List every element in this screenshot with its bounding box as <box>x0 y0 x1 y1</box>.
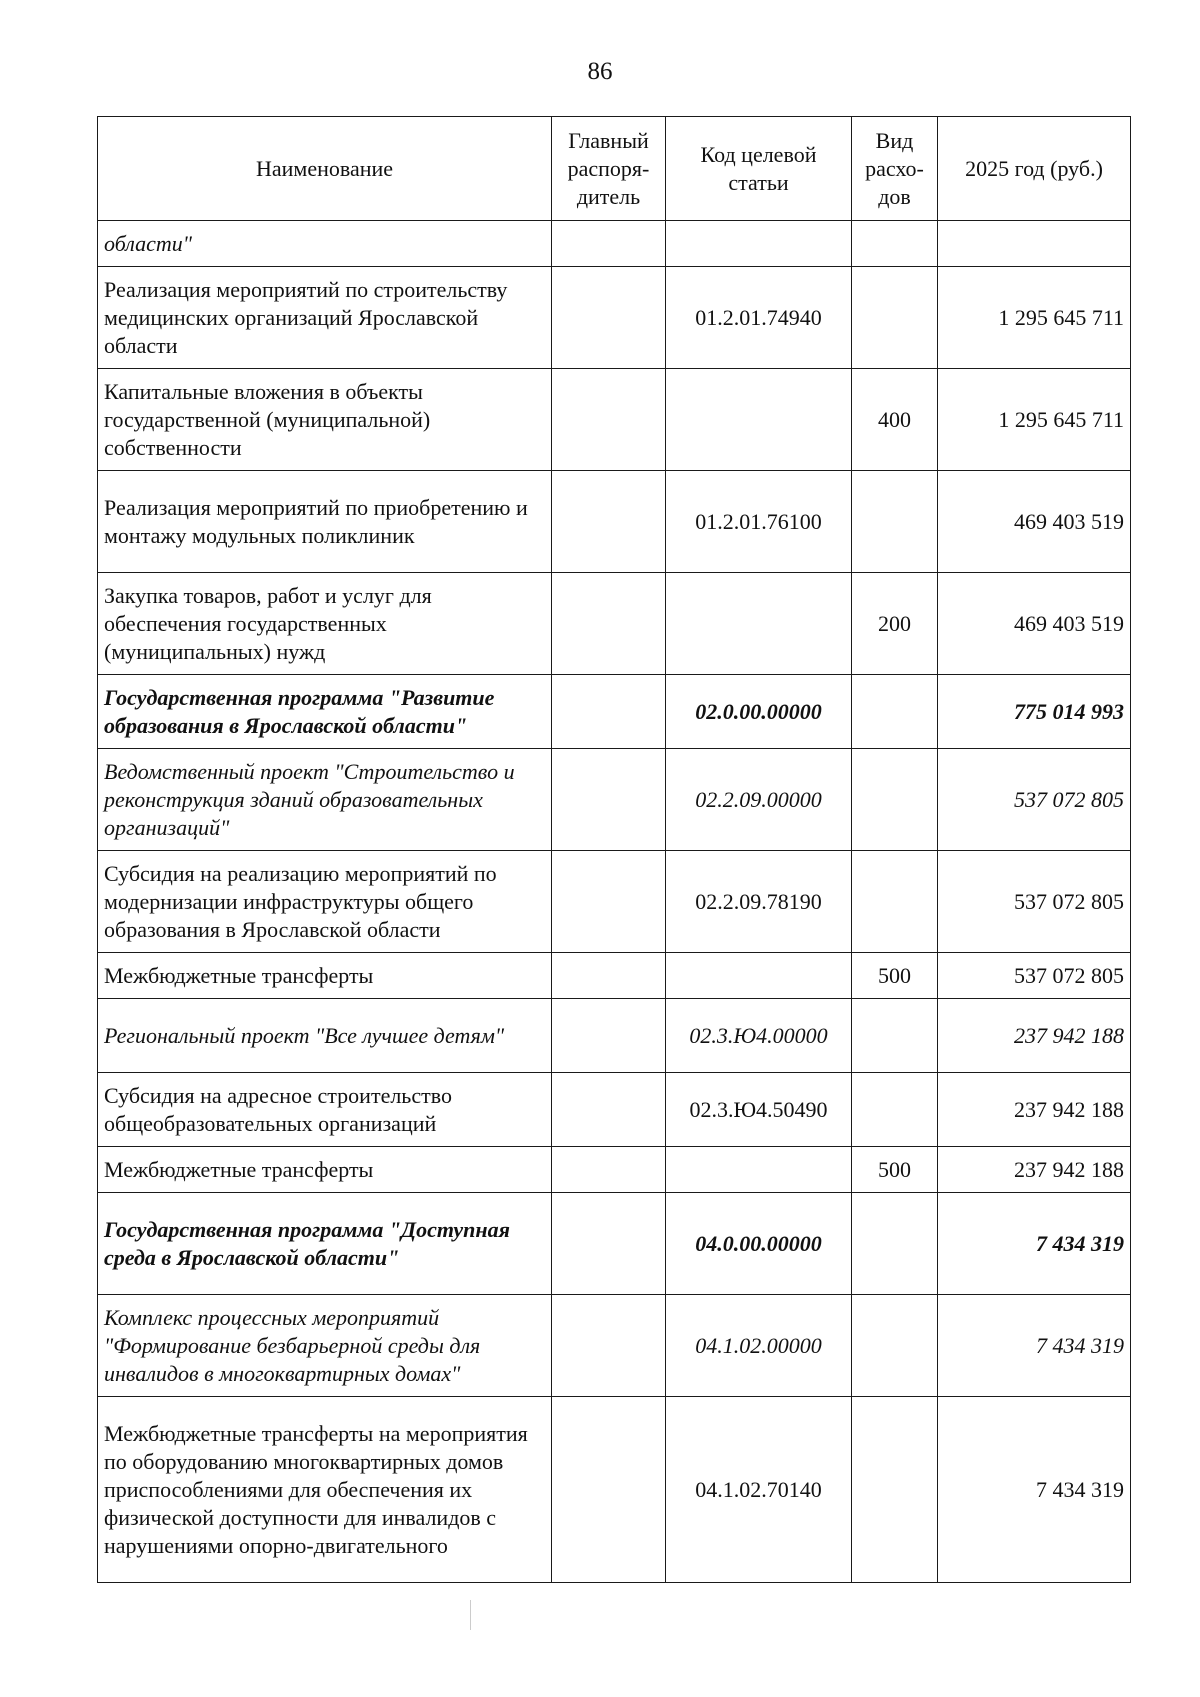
table-row <box>98 573 1131 675</box>
table-row <box>98 1147 1131 1193</box>
name-cell: Межбюджетные трансферты <box>98 953 552 999</box>
name-cell: Реализация мероприятий по приобретению и монтажу модульных поликлиник <box>98 471 552 573</box>
code-cell: 04.1.02.00000 <box>666 1295 852 1397</box>
budget-table <box>97 116 1131 1583</box>
code-cell: 04.1.02.70140 <box>666 1397 852 1583</box>
admin-cell <box>552 953 666 999</box>
code-cell: 01.2.01.76100 <box>666 471 852 573</box>
name-cell: Комплекс процессных мероприятий "Формирование безбарьерной среды для инвалидов в многоквартирных домах" <box>98 1295 552 1397</box>
name-cell: Капитальные вложения в объекты государственной (муниципальной) собственности <box>98 369 552 471</box>
sum-cell: 469 403 519 <box>938 471 1131 573</box>
code-cell: 02.3.Ю4.00000 <box>666 999 852 1073</box>
scan-mark <box>470 1600 471 1630</box>
table-row <box>98 1295 1131 1397</box>
admin-cell <box>552 1193 666 1295</box>
table-row <box>98 749 1131 851</box>
code-cell <box>666 573 852 675</box>
admin-cell <box>552 471 666 573</box>
code-cell <box>666 369 852 471</box>
code-cell: 02.2.09.78190 <box>666 851 852 953</box>
type-cell <box>852 1193 938 1295</box>
header-type: Вид расхо-дов <box>852 117 938 221</box>
table-row <box>98 471 1131 573</box>
name-cell: Реализация мероприятий по строительству медицинских организаций Ярославской области <box>98 267 552 369</box>
table-row <box>98 953 1131 999</box>
sum-cell: 1 295 645 711 <box>938 369 1131 471</box>
type-cell <box>852 999 938 1073</box>
code-cell: 02.2.09.00000 <box>666 749 852 851</box>
admin-cell <box>552 1147 666 1193</box>
sum-cell: 1 295 645 711 <box>938 267 1131 369</box>
name-cell: области" <box>98 221 552 267</box>
type-cell <box>852 267 938 369</box>
code-cell <box>666 1147 852 1193</box>
table-row <box>98 1397 1131 1583</box>
sum-cell <box>938 221 1131 267</box>
type-cell <box>852 749 938 851</box>
admin-cell <box>552 369 666 471</box>
sum-cell: 775 014 993 <box>938 675 1131 749</box>
admin-cell <box>552 851 666 953</box>
admin-cell <box>552 573 666 675</box>
sum-cell: 537 072 805 <box>938 953 1131 999</box>
name-cell: Субсидия на реализацию мероприятий по модернизации инфраструктуры общего образования в Ярославской области <box>98 851 552 953</box>
type-cell <box>852 1073 938 1147</box>
sum-cell: 237 942 188 <box>938 999 1131 1073</box>
table-row <box>98 1073 1131 1147</box>
header-code: Код целевой статьи <box>666 117 852 221</box>
name-cell: Государственная программа "Развитие образования в Ярославской области" <box>98 675 552 749</box>
admin-cell <box>552 1295 666 1397</box>
type-cell: 500 <box>852 953 938 999</box>
type-cell <box>852 675 938 749</box>
name-cell: Субсидия на адресное строительство общеобразовательных организаций <box>98 1073 552 1147</box>
sum-cell: 469 403 519 <box>938 573 1131 675</box>
name-cell: Ведомственный проект "Строительство и реконструкция зданий образовательных организаций" <box>98 749 552 851</box>
code-cell: 01.2.01.74940 <box>666 267 852 369</box>
admin-cell <box>552 221 666 267</box>
sum-cell: 537 072 805 <box>938 851 1131 953</box>
type-cell <box>852 221 938 267</box>
table-header-row <box>98 117 1131 221</box>
type-cell <box>852 1397 938 1583</box>
name-cell: Межбюджетные трансферты на мероприятия по оборудованию многоквартирных домов приспособлениями для обеспечения их физической доступности для инвалидов с нарушениями опорно-двигательного <box>98 1397 552 1583</box>
name-cell: Государственная программа "Доступная среда в Ярославской области" <box>98 1193 552 1295</box>
sum-cell: 237 942 188 <box>938 1073 1131 1147</box>
code-cell <box>666 221 852 267</box>
type-cell: 500 <box>852 1147 938 1193</box>
admin-cell <box>552 675 666 749</box>
table-row <box>98 221 1131 267</box>
sum-cell: 7 434 319 <box>938 1295 1131 1397</box>
admin-cell <box>552 1397 666 1583</box>
code-cell: 02.3.Ю4.50490 <box>666 1073 852 1147</box>
admin-cell <box>552 1073 666 1147</box>
header-name: Наименование <box>98 117 552 221</box>
header-admin: Главный распоря-дитель <box>552 117 666 221</box>
type-cell: 400 <box>852 369 938 471</box>
table-row <box>98 369 1131 471</box>
type-cell <box>852 851 938 953</box>
code-cell: 02.0.00.00000 <box>666 675 852 749</box>
code-cell: 04.0.00.00000 <box>666 1193 852 1295</box>
type-cell: 200 <box>852 573 938 675</box>
type-cell <box>852 1295 938 1397</box>
table-row <box>98 851 1131 953</box>
header-sum: 2025 год (руб.) <box>938 117 1131 221</box>
name-cell: Закупка товаров, работ и услуг для обеспечения государственных (муниципальных) нужд <box>98 573 552 675</box>
table-body <box>98 221 1131 1583</box>
admin-cell <box>552 999 666 1073</box>
sum-cell: 7 434 319 <box>938 1193 1131 1295</box>
code-cell <box>666 953 852 999</box>
admin-cell <box>552 749 666 851</box>
sum-cell: 7 434 319 <box>938 1397 1131 1583</box>
table-row <box>98 1193 1131 1295</box>
type-cell <box>852 471 938 573</box>
page-number: 86 <box>587 58 613 85</box>
name-cell: Региональный проект "Все лучшее детям" <box>98 999 552 1073</box>
admin-cell <box>552 267 666 369</box>
name-cell: Межбюджетные трансферты <box>98 1147 552 1193</box>
table-row <box>98 675 1131 749</box>
sum-cell: 537 072 805 <box>938 749 1131 851</box>
table-row <box>98 999 1131 1073</box>
sum-cell: 237 942 188 <box>938 1147 1131 1193</box>
table-row <box>98 267 1131 369</box>
